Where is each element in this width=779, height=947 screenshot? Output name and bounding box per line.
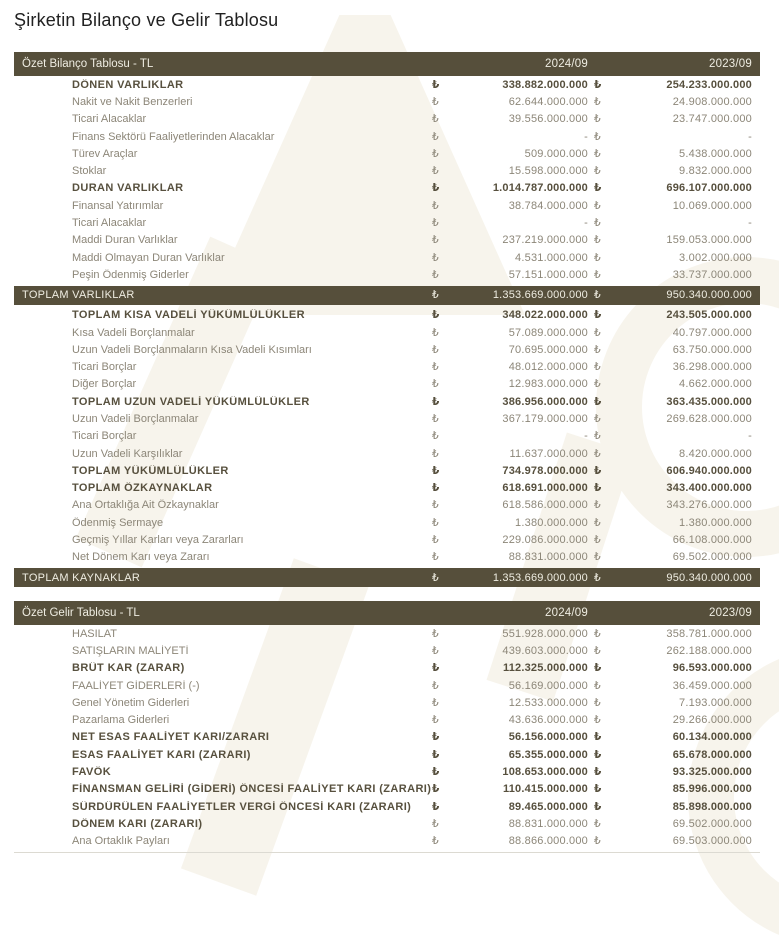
value-2024-09: 4.531.000.000 bbox=[515, 251, 588, 264]
value-2023-09: 358.781.000.000 bbox=[666, 627, 752, 640]
value-2023-09: 1.380.000.000 bbox=[679, 516, 752, 529]
lira-symbol: ₺ bbox=[594, 78, 602, 91]
page-title: Şirketin Bilanço ve Gelir Tablosu bbox=[14, 10, 279, 30]
row-label: Net Dönem Karı veya Zararı bbox=[72, 551, 210, 564]
value-2024-09: 88.831.000.000 bbox=[508, 817, 588, 830]
lira-symbol: ₺ bbox=[432, 343, 439, 356]
value-2024-09: 108.653.000.000 bbox=[502, 766, 588, 779]
lira-symbol: ₺ bbox=[594, 217, 601, 230]
lira-symbol: ₺ bbox=[432, 199, 439, 212]
lira-symbol: ₺ bbox=[594, 835, 601, 848]
lira-symbol: ₺ bbox=[432, 679, 439, 692]
table-row bbox=[14, 712, 760, 729]
lira-symbol: ₺ bbox=[594, 482, 602, 495]
balance-table-header bbox=[14, 52, 760, 76]
value-2024-09: 15.598.000.000 bbox=[508, 165, 588, 178]
table-row bbox=[14, 677, 760, 694]
col-header-2023-09: 2023/09 bbox=[709, 607, 752, 620]
value-2024-09: 110.415.000.000 bbox=[503, 783, 588, 796]
table-row bbox=[14, 729, 760, 746]
row-label: Pazarlama Giderleri bbox=[72, 714, 170, 727]
value-2023-09: 69.503.000.000 bbox=[672, 835, 752, 848]
value-2023-09: 950.340.000.000 bbox=[666, 571, 752, 584]
value-2023-09: 63.750.000.000 bbox=[672, 343, 752, 356]
lira-symbol: ₺ bbox=[432, 482, 440, 495]
lira-symbol: ₺ bbox=[432, 571, 439, 584]
lira-symbol: ₺ bbox=[432, 627, 439, 640]
value-2023-09: 65.678.000.000 bbox=[672, 748, 752, 761]
report-page bbox=[0, 7, 779, 853]
lira-symbol: ₺ bbox=[432, 182, 440, 195]
row-label: DURAN VARLIKLAR bbox=[72, 182, 184, 195]
table-row bbox=[14, 833, 760, 850]
lira-symbol: ₺ bbox=[594, 147, 601, 160]
income-table-header bbox=[14, 601, 760, 625]
row-label: BRÜT KAR (ZARAR) bbox=[72, 662, 185, 675]
row-label: Maddi Olmayan Duran Varlıklar bbox=[72, 251, 225, 264]
table-row bbox=[14, 531, 760, 548]
table-row bbox=[14, 128, 760, 145]
lira-symbol: ₺ bbox=[432, 516, 439, 529]
lira-symbol: ₺ bbox=[432, 430, 439, 443]
value-2024-09: 48.012.000.000 bbox=[508, 361, 588, 374]
table-row bbox=[14, 815, 760, 832]
value-2023-09: 96.593.000.000 bbox=[672, 662, 752, 675]
lira-symbol: ₺ bbox=[432, 783, 440, 796]
value-2023-09: 23.747.000.000 bbox=[672, 113, 752, 126]
value-2024-09: 56.169.000.000 bbox=[508, 679, 588, 692]
value-2023-09: 343.276.000.000 bbox=[666, 499, 752, 512]
row-label: Türev Araçlar bbox=[72, 147, 138, 160]
lira-symbol: ₺ bbox=[594, 534, 601, 547]
table-row bbox=[14, 410, 760, 427]
value-2024-09: 348.022.000.000 bbox=[502, 309, 588, 322]
value-2023-09: 69.502.000.000 bbox=[672, 551, 752, 564]
lira-symbol: ₺ bbox=[594, 662, 602, 675]
value-2023-09: - bbox=[748, 430, 752, 443]
table-row bbox=[14, 376, 760, 393]
value-2024-09: - bbox=[584, 130, 588, 143]
table-row bbox=[14, 445, 760, 462]
table-row bbox=[14, 497, 760, 514]
lira-symbol: ₺ bbox=[432, 326, 439, 339]
value-2024-09: 57.089.000.000 bbox=[508, 326, 588, 339]
value-2024-09: 112.325.000.000 bbox=[503, 662, 588, 675]
value-2023-09: 69.502.000.000 bbox=[672, 817, 752, 830]
value-2024-09: 367.179.000.000 bbox=[502, 412, 588, 425]
value-2024-09: 386.956.000.000 bbox=[502, 395, 588, 408]
lira-symbol: ₺ bbox=[432, 800, 440, 813]
table-row bbox=[14, 214, 760, 231]
lira-symbol: ₺ bbox=[594, 430, 601, 443]
value-2024-09: 229.086.000.000 bbox=[502, 534, 588, 547]
lira-symbol: ₺ bbox=[432, 644, 439, 657]
value-2023-09: 4.662.000.000 bbox=[679, 378, 752, 391]
lira-symbol: ₺ bbox=[432, 217, 439, 230]
col-header-2024-09: 2024/09 bbox=[545, 607, 588, 620]
value-2024-09: 88.831.000.000 bbox=[508, 551, 588, 564]
value-2024-09: 38.784.000.000 bbox=[508, 199, 588, 212]
lira-symbol: ₺ bbox=[432, 289, 439, 302]
table-row bbox=[14, 781, 760, 798]
row-label: TOPLAM VARLIKLAR bbox=[22, 289, 135, 302]
income-statement-table bbox=[14, 601, 760, 853]
table-row bbox=[14, 358, 760, 375]
value-2024-09: 11.637.000.000 bbox=[509, 447, 588, 460]
value-2023-09: 60.134.000.000 bbox=[672, 731, 752, 744]
value-2023-09: 343.400.000.000 bbox=[666, 482, 752, 495]
lira-symbol: ₺ bbox=[594, 130, 601, 143]
lira-symbol: ₺ bbox=[594, 551, 601, 564]
lira-symbol: ₺ bbox=[594, 817, 601, 830]
value-2024-09: 88.866.000.000 bbox=[508, 835, 588, 848]
lira-symbol: ₺ bbox=[594, 326, 601, 339]
value-2023-09: 269.628.000.000 bbox=[666, 412, 752, 425]
lira-symbol: ₺ bbox=[594, 766, 602, 779]
lira-symbol: ₺ bbox=[594, 696, 601, 709]
lira-symbol: ₺ bbox=[594, 731, 602, 744]
value-2024-09: 89.465.000.000 bbox=[508, 800, 588, 813]
table-row bbox=[14, 746, 760, 763]
table-row bbox=[14, 232, 760, 249]
lira-symbol: ₺ bbox=[432, 662, 440, 675]
table-row bbox=[14, 341, 760, 358]
lira-symbol: ₺ bbox=[432, 714, 439, 727]
table-row bbox=[14, 660, 760, 677]
table-row bbox=[14, 625, 760, 642]
value-2023-09: 66.108.000.000 bbox=[672, 534, 752, 547]
value-2024-09: 39.556.000.000 bbox=[508, 113, 588, 126]
lira-symbol: ₺ bbox=[594, 289, 601, 302]
lira-symbol: ₺ bbox=[594, 447, 601, 460]
lira-symbol: ₺ bbox=[594, 644, 601, 657]
lira-symbol: ₺ bbox=[432, 499, 439, 512]
value-2023-09: 363.435.000.000 bbox=[666, 395, 752, 408]
row-label: Stoklar bbox=[72, 165, 107, 178]
row-label: ESAS FAALİYET KARI (ZARARI) bbox=[72, 748, 251, 761]
row-label: Finans Sektörü Faaliyetlerinden Alacaklar bbox=[72, 130, 275, 143]
value-2023-09: 36.298.000.000 bbox=[672, 361, 752, 374]
table-row bbox=[14, 393, 760, 410]
table-row bbox=[14, 162, 760, 179]
lira-symbol: ₺ bbox=[594, 800, 602, 813]
row-label: Kısa Vadeli Borçlanmalar bbox=[72, 326, 195, 339]
row-label: Ticari Borçlar bbox=[72, 361, 137, 374]
table-row bbox=[14, 428, 760, 445]
row-label: Uzun Vadeli Borçlanmalar bbox=[72, 412, 199, 425]
row-label: Diğer Borçlar bbox=[72, 378, 137, 391]
lira-symbol: ₺ bbox=[432, 766, 440, 779]
row-label: Maddi Duran Varlıklar bbox=[72, 234, 178, 247]
lira-symbol: ₺ bbox=[432, 95, 439, 108]
value-2024-09: 1.353.669.000.000 bbox=[492, 289, 588, 302]
value-2023-09: 254.233.000.000 bbox=[666, 78, 752, 91]
table-row bbox=[14, 642, 760, 659]
row-label: TOPLAM KAYNAKLAR bbox=[22, 571, 141, 584]
value-2024-09: 1.380.000.000 bbox=[515, 516, 588, 529]
income-table-title: Özet Gelir Tablosu - TL bbox=[22, 607, 140, 620]
row-label: Genel Yönetim Giderleri bbox=[72, 696, 190, 709]
table-row bbox=[14, 197, 760, 214]
row-label: Uzun Vadeli Borçlanmaların Kısa Vadeli Kısımları bbox=[72, 343, 312, 356]
value-2023-09: 93.325.000.000 bbox=[672, 766, 752, 779]
row-label: FİNANSMAN GELİRİ (GİDERİ) ÖNCESİ FAALİYET KARI (ZARARI) bbox=[72, 783, 432, 796]
value-2023-09: 33.737.000.000 bbox=[672, 268, 752, 281]
value-2024-09: 70.695.000.000 bbox=[508, 343, 588, 356]
table-row bbox=[14, 307, 760, 324]
lira-symbol: ₺ bbox=[432, 268, 439, 281]
lira-symbol: ₺ bbox=[594, 268, 601, 281]
table-row bbox=[14, 514, 760, 531]
lira-symbol: ₺ bbox=[594, 182, 602, 195]
lira-symbol: ₺ bbox=[594, 499, 601, 512]
table-row bbox=[14, 93, 760, 110]
value-2023-09: 3.002.000.000 bbox=[679, 251, 752, 264]
table-row bbox=[14, 549, 760, 566]
value-2023-09: 5.438.000.000 bbox=[679, 147, 752, 160]
row-label: SATIŞLARIN MALİYETİ bbox=[72, 644, 189, 657]
lira-symbol: ₺ bbox=[594, 714, 601, 727]
value-2024-09: 12.533.000.000 bbox=[508, 696, 588, 709]
lira-symbol: ₺ bbox=[432, 835, 439, 848]
value-2024-09: 43.636.000.000 bbox=[508, 714, 588, 727]
lira-symbol: ₺ bbox=[594, 679, 601, 692]
row-label: FAVÖK bbox=[72, 766, 112, 779]
lira-symbol: ₺ bbox=[432, 113, 439, 126]
row-label: Peşin Ödenmiş Giderler bbox=[72, 268, 189, 281]
lira-symbol: ₺ bbox=[432, 447, 439, 460]
row-label: Ticari Alacaklar bbox=[72, 113, 147, 126]
lira-symbol: ₺ bbox=[594, 516, 601, 529]
col-header-2024-09: 2024/09 bbox=[545, 58, 588, 70]
row-label: FAALİYET GİDERLERİ (-) bbox=[72, 679, 200, 692]
row-label: Ticari Borçlar bbox=[72, 430, 137, 443]
table-row bbox=[14, 266, 760, 283]
value-2024-09: 618.586.000.000 bbox=[502, 499, 588, 512]
value-2023-09: 243.505.000.000 bbox=[666, 309, 752, 322]
lira-symbol: ₺ bbox=[432, 165, 439, 178]
table-row bbox=[14, 111, 760, 128]
lira-symbol: ₺ bbox=[432, 534, 439, 547]
value-2024-09: - bbox=[584, 217, 588, 230]
col-header-2023-09: 2023/09 bbox=[709, 58, 752, 70]
value-2023-09: 159.053.000.000 bbox=[666, 234, 752, 247]
value-2023-09: 36.459.000.000 bbox=[672, 679, 752, 692]
lira-symbol: ₺ bbox=[594, 234, 601, 247]
value-2024-09: 62.644.000.000 bbox=[508, 95, 588, 108]
table-row bbox=[14, 763, 760, 780]
value-2023-09: 10.069.000.000 bbox=[672, 199, 752, 212]
value-2024-09: 56.156.000.000 bbox=[508, 731, 588, 744]
lira-symbol: ₺ bbox=[594, 113, 601, 126]
total-row bbox=[14, 286, 760, 305]
value-2024-09: 439.603.000.000 bbox=[502, 644, 588, 657]
total-row bbox=[14, 568, 760, 587]
lira-symbol: ₺ bbox=[432, 696, 439, 709]
value-2023-09: 606.940.000.000 bbox=[666, 464, 752, 477]
lira-symbol: ₺ bbox=[594, 95, 601, 108]
table-row bbox=[14, 145, 760, 162]
row-label: NET ESAS FAALİYET KARI/ZARARI bbox=[72, 731, 270, 744]
lira-symbol: ₺ bbox=[432, 551, 439, 564]
lira-symbol: ₺ bbox=[432, 464, 440, 477]
lira-symbol: ₺ bbox=[432, 361, 439, 374]
value-2024-09: 338.882.000.000 bbox=[502, 78, 588, 91]
row-label: Ödenmiş Sermaye bbox=[72, 516, 164, 529]
row-label: SÜRDÜRÜLEN FAALİYETLER VERGİ ÖNCESİ KARI (ZARARI) bbox=[72, 800, 412, 813]
row-label: TOPLAM YÜKÜMLÜLÜKLER bbox=[72, 464, 229, 477]
value-2023-09: 9.832.000.000 bbox=[679, 165, 752, 178]
value-2023-09: 40.797.000.000 bbox=[672, 326, 752, 339]
balance-sheet-table bbox=[14, 52, 760, 587]
value-2024-09: 551.928.000.000 bbox=[502, 627, 588, 640]
value-2023-09: 85.996.000.000 bbox=[672, 783, 752, 796]
value-2024-09: 12.983.000.000 bbox=[508, 378, 588, 391]
table-row bbox=[14, 180, 760, 197]
lira-symbol: ₺ bbox=[432, 78, 440, 91]
lira-symbol: ₺ bbox=[432, 395, 440, 408]
value-2024-09: 1.014.787.000.000 bbox=[492, 182, 588, 195]
row-label: TOPLAM KISA VADELİ YÜKÜMLÜLÜKLER bbox=[72, 309, 306, 322]
value-2023-09: 262.188.000.000 bbox=[666, 644, 752, 657]
lira-symbol: ₺ bbox=[432, 130, 439, 143]
row-label: TOPLAM ÖZKAYNAKLAR bbox=[72, 482, 213, 495]
value-2024-09: 1.353.669.000.000 bbox=[492, 571, 588, 584]
row-label: Ana Ortaklık Payları bbox=[72, 835, 170, 848]
lira-symbol: ₺ bbox=[594, 395, 602, 408]
value-2024-09: 509.000.000 bbox=[524, 147, 588, 160]
row-label: Uzun Vadeli Karşılıklar bbox=[72, 447, 183, 460]
lira-symbol: ₺ bbox=[432, 412, 439, 425]
income-table-body bbox=[14, 625, 760, 850]
table-row bbox=[14, 694, 760, 711]
lira-symbol: ₺ bbox=[594, 378, 601, 391]
lira-symbol: ₺ bbox=[594, 251, 601, 264]
lira-symbol: ₺ bbox=[432, 251, 439, 264]
lira-symbol: ₺ bbox=[594, 165, 601, 178]
table-row bbox=[14, 798, 760, 815]
lira-symbol: ₺ bbox=[432, 309, 440, 322]
row-label: DÖNEN VARLIKLAR bbox=[72, 78, 184, 91]
row-label: Geçmiş Yıllar Karları veya Zararları bbox=[72, 534, 244, 547]
table-row bbox=[14, 76, 760, 93]
lira-symbol: ₺ bbox=[594, 412, 601, 425]
lira-symbol: ₺ bbox=[432, 378, 439, 391]
value-2024-09: 618.691.000.000 bbox=[502, 482, 588, 495]
value-2023-09: 7.193.000.000 bbox=[679, 696, 752, 709]
table-row bbox=[14, 480, 760, 497]
lira-symbol: ₺ bbox=[594, 464, 602, 477]
row-label: DÖNEM KARI (ZARARI) bbox=[72, 817, 203, 830]
row-label: HASILAT bbox=[72, 627, 118, 640]
lira-symbol: ₺ bbox=[432, 147, 439, 160]
lira-symbol: ₺ bbox=[594, 361, 601, 374]
value-2024-09: 237.219.000.000 bbox=[502, 234, 588, 247]
lira-symbol: ₺ bbox=[594, 343, 601, 356]
value-2024-09: 734.978.000.000 bbox=[502, 464, 588, 477]
value-2023-09: 29.266.000.000 bbox=[672, 714, 752, 727]
value-2023-09: - bbox=[748, 130, 752, 143]
value-2023-09: 950.340.000.000 bbox=[666, 289, 752, 302]
value-2024-09: - bbox=[584, 430, 588, 443]
value-2023-09: 696.107.000.000 bbox=[666, 182, 752, 195]
row-label: Ana Ortaklığa Ait Özkaynaklar bbox=[72, 499, 219, 512]
value-2024-09: 57.151.000.000 bbox=[508, 268, 588, 281]
lira-symbol: ₺ bbox=[594, 571, 601, 584]
value-2023-09: - bbox=[748, 217, 752, 230]
lira-symbol: ₺ bbox=[432, 234, 439, 247]
lira-symbol: ₺ bbox=[594, 627, 601, 640]
lira-symbol: ₺ bbox=[594, 199, 601, 212]
table-row bbox=[14, 324, 760, 341]
lira-symbol: ₺ bbox=[594, 748, 602, 761]
lira-symbol: ₺ bbox=[432, 817, 439, 830]
value-2023-09: 24.908.000.000 bbox=[672, 95, 752, 108]
row-label: Nakit ve Nakit Benzerleri bbox=[72, 95, 193, 108]
row-label: Finansal Yatırımlar bbox=[72, 199, 164, 212]
balance-table-title: Özet Bilanço Tablosu - TL bbox=[22, 58, 154, 70]
row-label: Ticari Alacaklar bbox=[72, 217, 147, 230]
value-2023-09: 85.898.000.000 bbox=[672, 800, 752, 813]
lira-symbol: ₺ bbox=[432, 731, 440, 744]
value-2024-09: 65.355.000.000 bbox=[508, 748, 588, 761]
lira-symbol: ₺ bbox=[594, 309, 602, 322]
lira-symbol: ₺ bbox=[432, 748, 440, 761]
value-2023-09: 8.420.000.000 bbox=[679, 447, 752, 460]
lira-symbol: ₺ bbox=[594, 783, 602, 796]
table-row bbox=[14, 249, 760, 266]
table-row bbox=[14, 462, 760, 479]
row-label: TOPLAM UZUN VADELİ YÜKÜMLÜLÜKLER bbox=[72, 395, 310, 408]
balance-table-body bbox=[14, 76, 760, 587]
